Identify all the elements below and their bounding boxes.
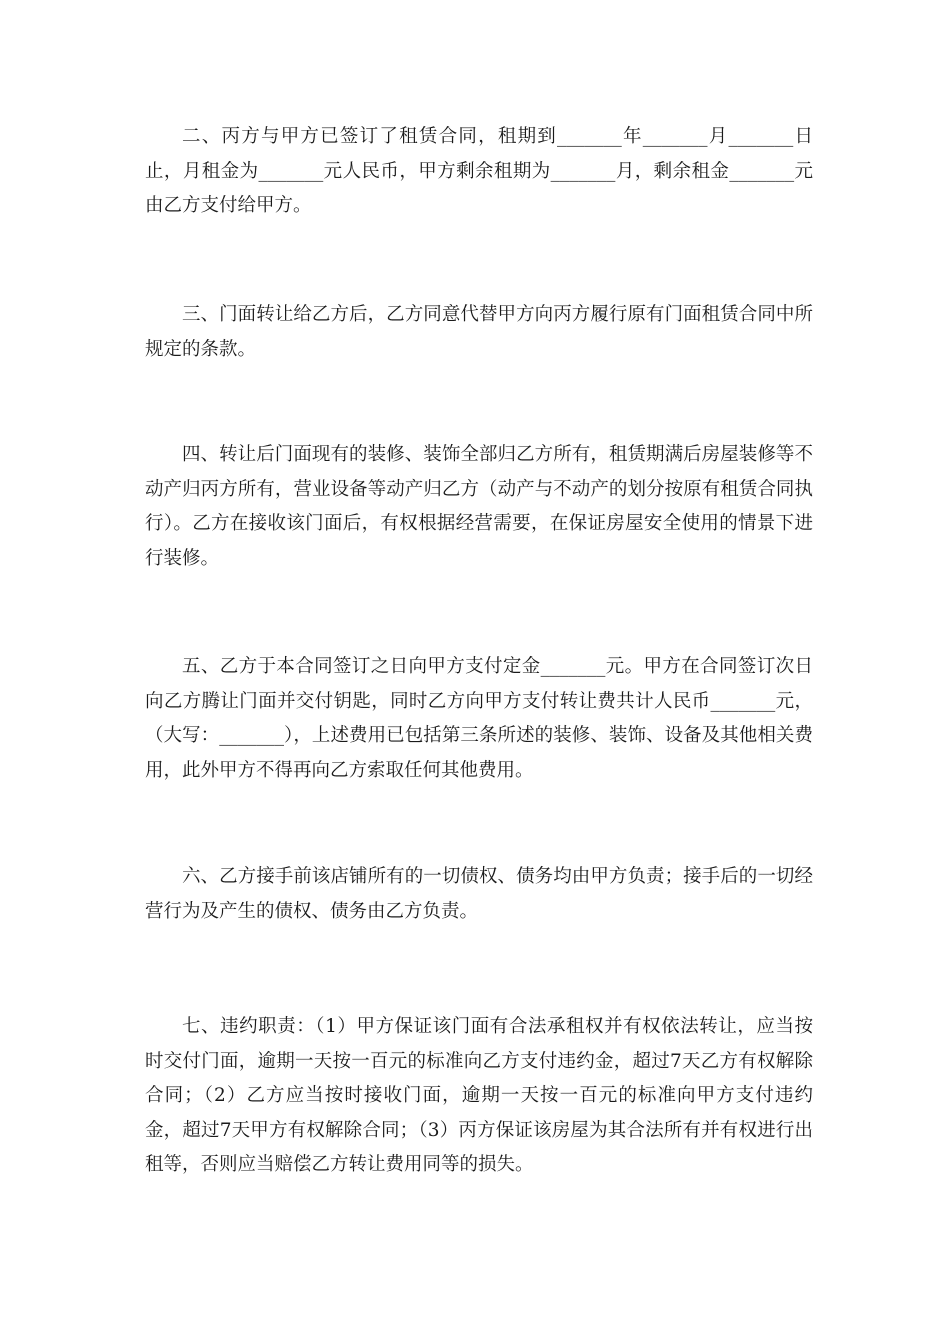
clause-4-decoration-ownership: 四、转让后门面现有的装修、装饰全部归乙方所有，租赁期满后房屋装修等不动产归丙方所有，营业设备等动产归乙方（动产与不动产的划分按原有租赁合同执行）。乙方在接收该门面后，有权根据经营需要，在保证房屋安全使用的情景下进行装修。 <box>145 444 813 569</box>
clause-5-deposit-and-fee: 五、乙方于本合同签订之日向甲方支付定金_______元。甲方在合同签订次日向乙方腾让门面并交付钥匙，同时乙方向甲方支付转让费共计人民币_______元，（大写：_______），上述费用已包括第三条所述的装修、装饰、设备及其他相关费用，此外甲方不得再向乙方索取任何其他费用。 <box>145 656 813 781</box>
clause-7-breach-liability: 七、违约职责：（1）甲方保证该门面有合法承租权并有权依法转让，应当按时交付门面，逾期一天按一百元的标准向乙方支付违约金，超过7天乙方有权解除合同；（2）乙方应当按时接收门面，逾期一天按一百元的标准向甲方支付违约金，超过7天甲方有权解除合同；（3）丙方保证该房屋为其合法所有并有权进行出租等，否则应当赔偿乙方转让费用同等的损失。 <box>145 1016 813 1175</box>
clause-6-debts: 六、乙方接手前该店铺所有的一切债权、债务均由甲方负责；接手后的一切经营行为及产生的债权、债务由乙方负责。 <box>145 866 813 922</box>
clause-3-contract-obligations: 三、门面转让给乙方后，乙方同意代替甲方向丙方履行原有门面租赁合同中所规定的条款。 <box>145 304 813 360</box>
clause-2-lease-terms: 二、丙方与甲方已签订了租赁合同，租期到_______年_______月_______日止，月租金为_______元人民币，甲方剩余租期为_______月，剩余租金_______元由乙方支付给甲方。 <box>145 126 813 216</box>
